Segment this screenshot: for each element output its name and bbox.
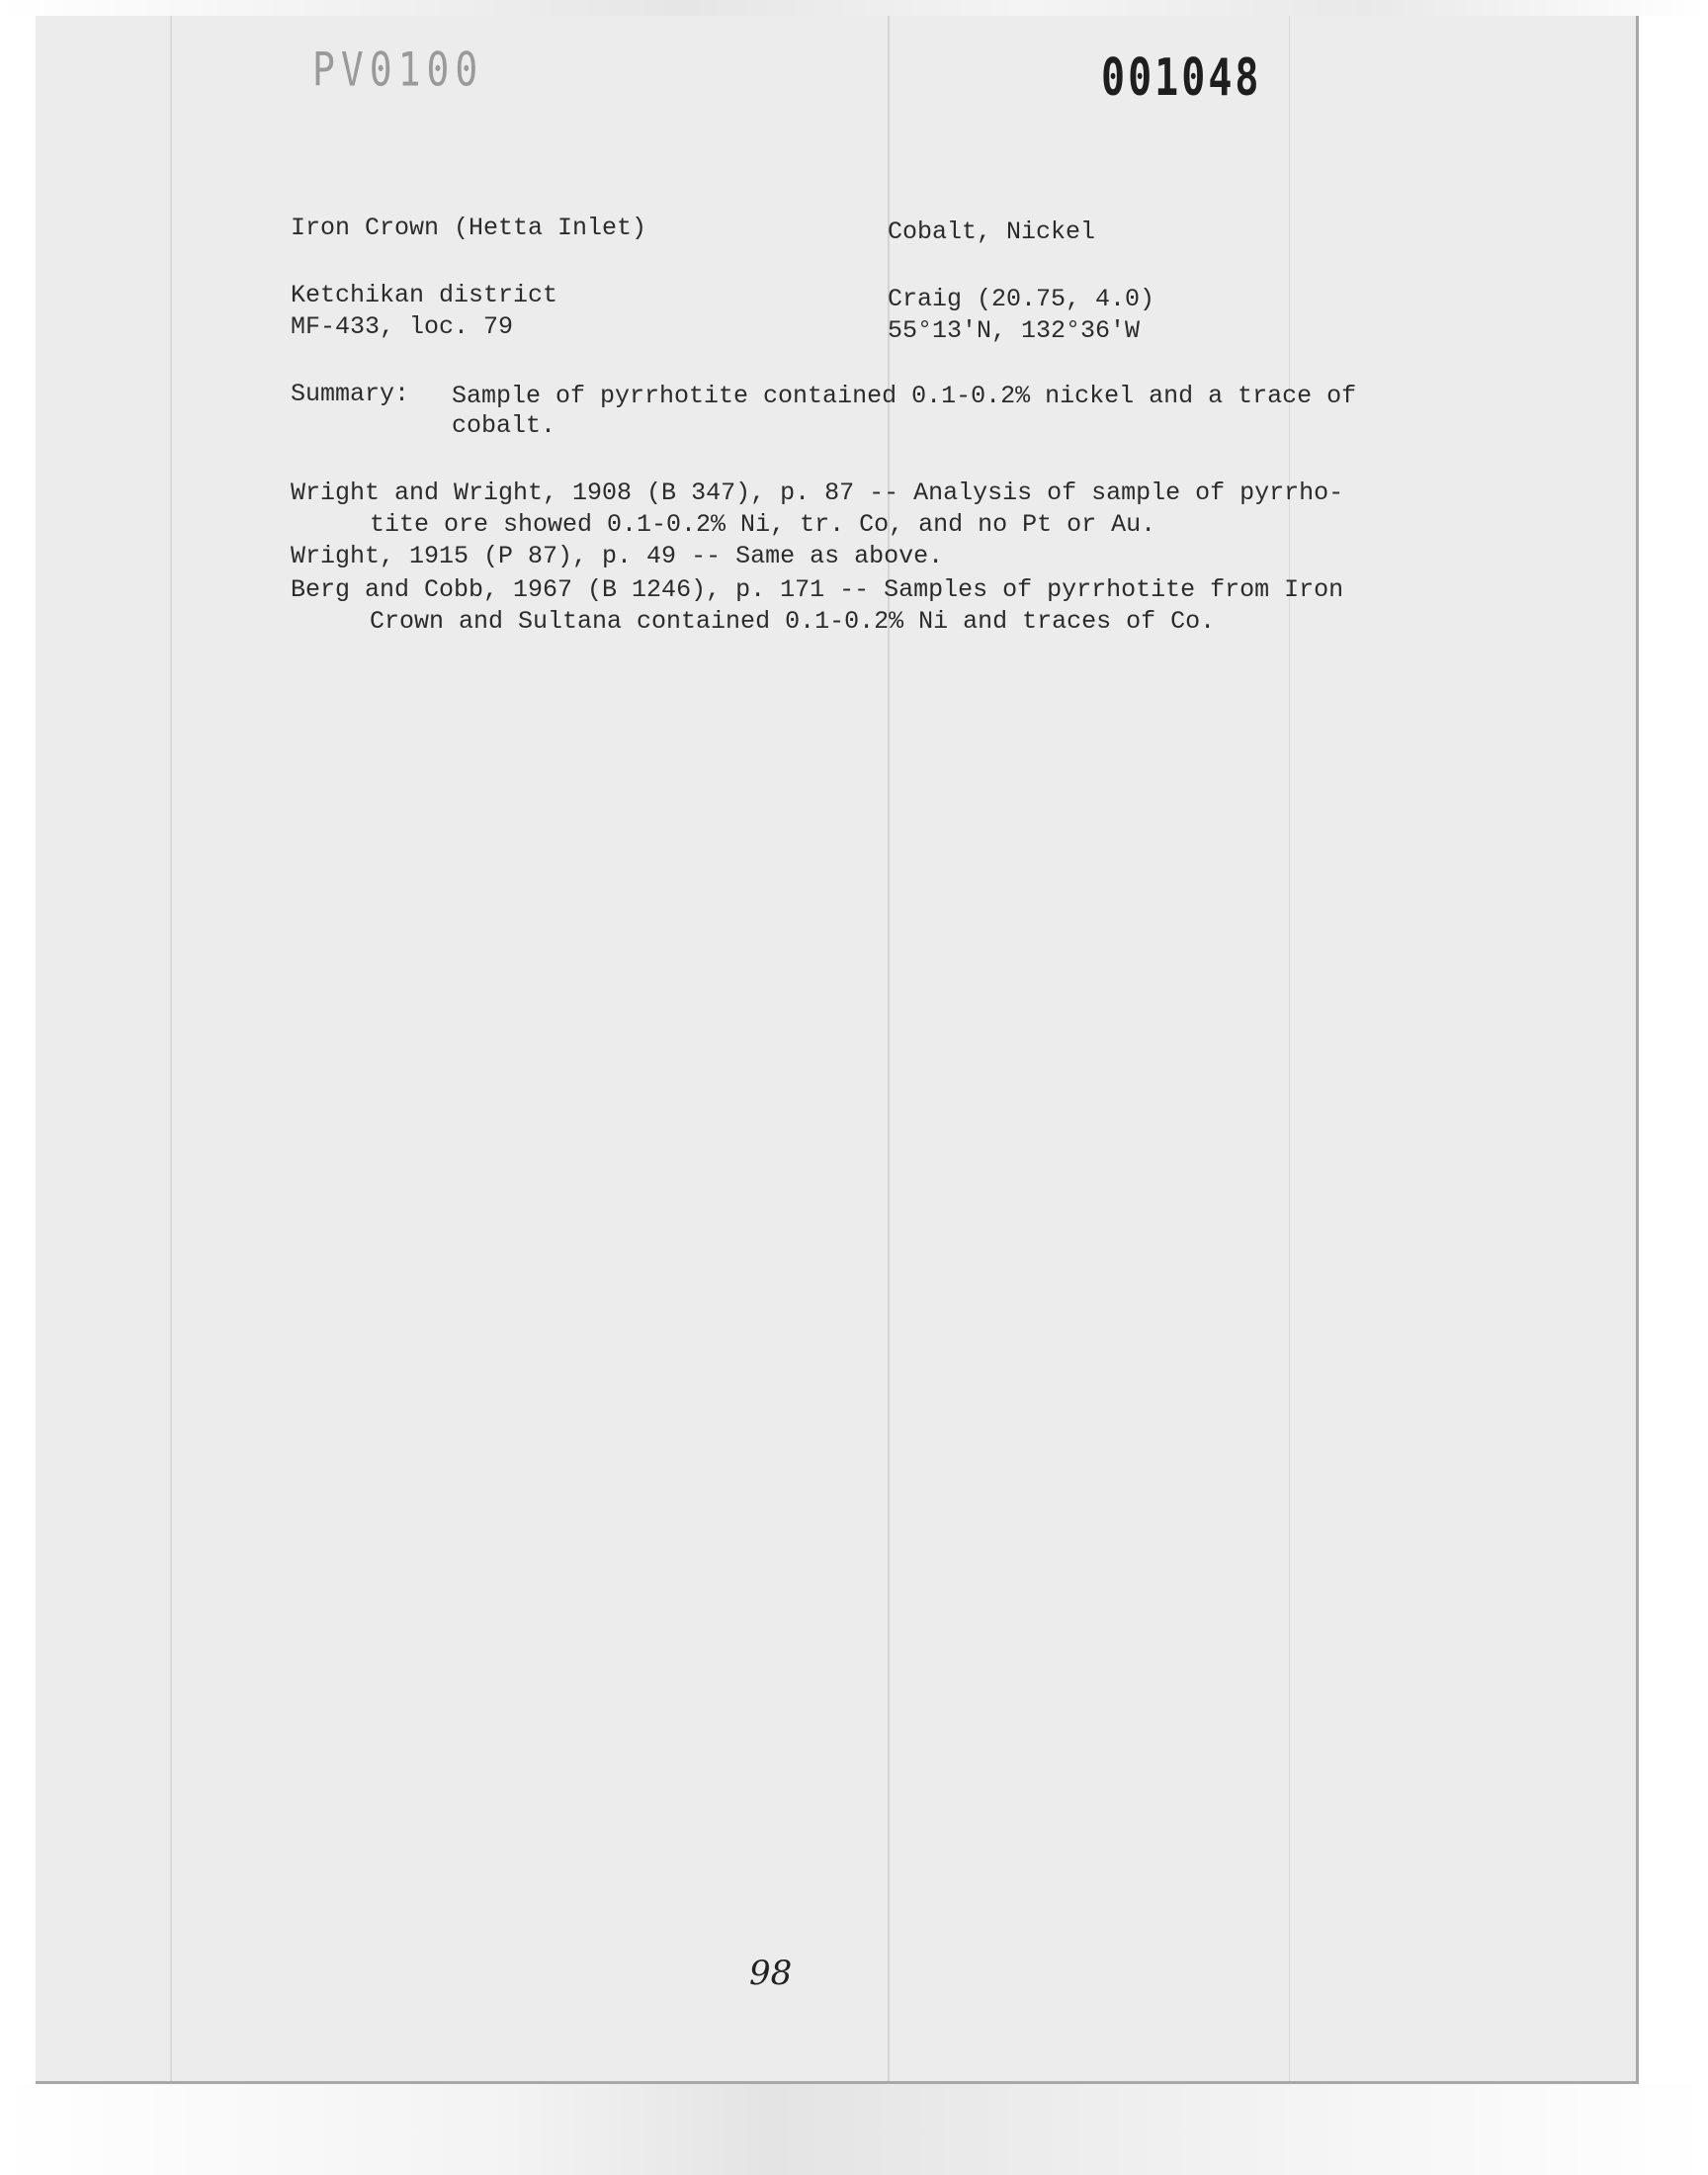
stamp-id-right: 001048 xyxy=(1101,48,1262,108)
scan-top-margin xyxy=(0,0,1708,16)
document-page xyxy=(36,16,1639,2084)
scan-streak xyxy=(170,16,172,2081)
map-reference: MF-433, loc. 79 xyxy=(291,312,514,341)
reference-line: Wright and Wright, 1908 (B 347), p. 87 -- Analysis of sample of pyrrho- xyxy=(291,478,1344,507)
reference-line: Berg and Cobb, 1967 (B 1246), p. 171 -- Samples of pyrrhotite from Iron xyxy=(291,575,1344,604)
reference-line: Crown and Sultana contained 0.1-0.2% Ni and traces of Co. xyxy=(370,607,1216,636)
page-number: 98 xyxy=(749,1954,793,1993)
reference-line: Wright, 1915 (P 87), p. 49 -- Same as above. xyxy=(291,542,944,570)
stamp-id-left: PV0100 xyxy=(312,42,484,97)
reference-line: tite ore showed 0.1-0.2% Ni, tr. Co, and no Pt or Au. xyxy=(370,510,1156,539)
site-name: Iron Crown (Hetta Inlet) xyxy=(291,214,647,242)
coordinates: 55°13'N, 132°36'W xyxy=(888,316,1141,345)
quadrangle: Craig (20.75, 4.0) xyxy=(888,285,1155,313)
scan-streak xyxy=(1289,16,1290,2081)
district: Ketchikan district xyxy=(291,281,558,309)
summary-line: cobalt. xyxy=(452,411,556,440)
summary-label: Summary: xyxy=(291,380,410,408)
commodities: Cobalt, Nickel xyxy=(888,218,1096,246)
scan-bottom-margin xyxy=(0,2084,1708,2175)
summary-line: Sample of pyrrhotite contained 0.1-0.2% nickel and a trace of xyxy=(452,382,1357,410)
